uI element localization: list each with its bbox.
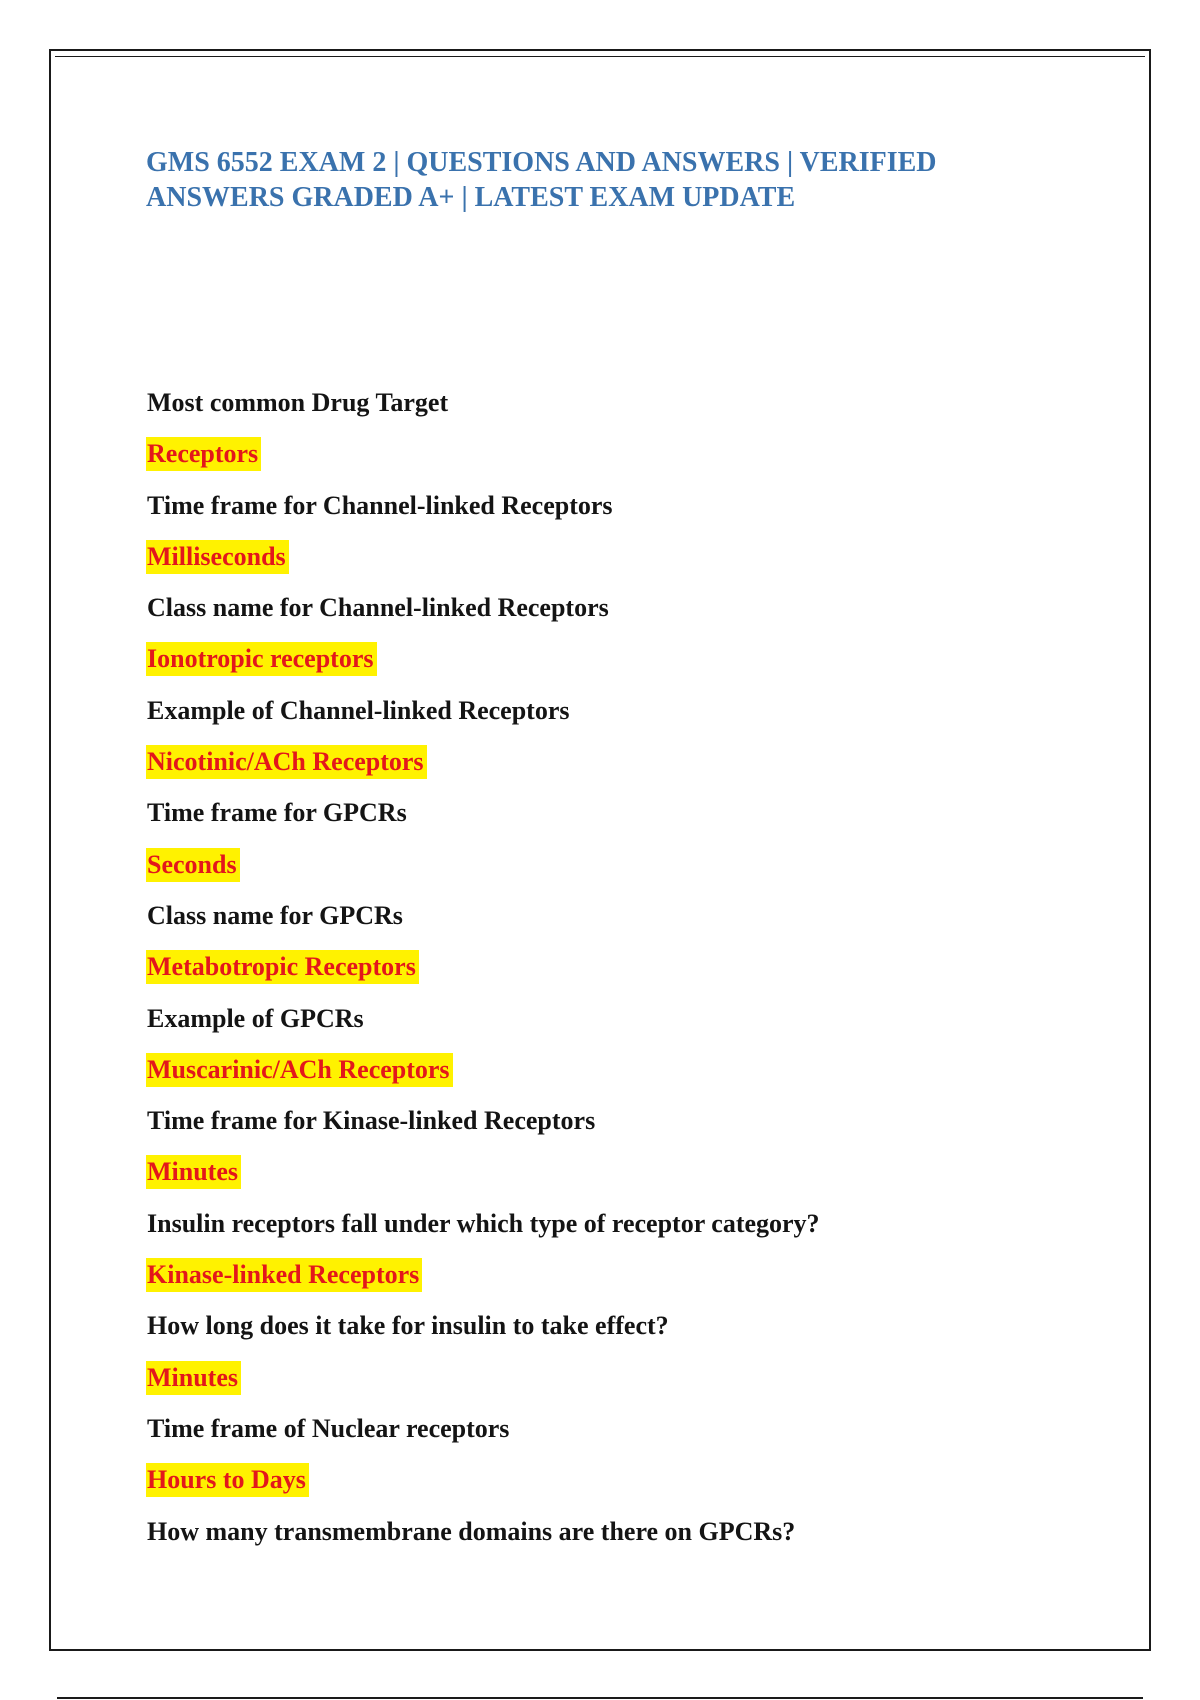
question-11 — [146, 1412, 1096, 1463]
answer-9 — [146, 1258, 1096, 1309]
question-10 — [146, 1309, 1096, 1360]
question-5 — [146, 796, 1096, 847]
question-9-text: Insulin receptors fall under which type of receptor category? — [147, 1208, 820, 1238]
answer-9-text: Kinase-linked Receptors — [146, 1258, 422, 1292]
answer-3 — [146, 642, 1096, 693]
answer-5-text: Seconds — [146, 848, 240, 882]
question-2-text: Time frame for Channel-linked Receptors — [147, 490, 613, 520]
question-8 — [146, 1104, 1096, 1155]
answer-8 — [146, 1155, 1096, 1206]
question-9 — [146, 1207, 1096, 1258]
answer-1-text: Receptors — [146, 437, 261, 471]
question-12-text: How many transmembrane domains are there on GPCRs? — [147, 1516, 796, 1546]
page-frame-inner-rule — [55, 56, 1145, 57]
question-12 — [146, 1515, 1096, 1566]
question-1 — [146, 386, 1096, 437]
document-title — [146, 145, 1046, 215]
answer-10-text: Minutes — [146, 1361, 241, 1395]
answer-3-text: Ionotropic receptors — [146, 642, 377, 676]
answer-4-text: Nicotinic/ACh Receptors — [146, 745, 427, 779]
answer-6-text: Metabotropic Receptors — [146, 950, 419, 984]
qa-list — [146, 386, 1096, 1566]
answer-5 — [146, 848, 1096, 899]
question-2 — [146, 489, 1096, 540]
answer-7 — [146, 1053, 1096, 1104]
answer-6 — [146, 950, 1096, 1001]
answer-11 — [146, 1463, 1096, 1514]
question-4 — [146, 694, 1096, 745]
question-7-text: Example of GPCRs — [147, 1003, 364, 1033]
answer-8-text: Minutes — [146, 1155, 241, 1189]
answer-7-text: Muscarinic/ACh Receptors — [146, 1053, 453, 1087]
question-6-text: Class name for GPCRs — [147, 900, 403, 930]
answer-10 — [146, 1361, 1096, 1412]
page-bottom-rule — [57, 1697, 1143, 1699]
question-3 — [146, 591, 1096, 642]
answer-11-text: Hours to Days — [146, 1463, 309, 1497]
answer-2-text: Milliseconds — [146, 540, 289, 574]
question-10-text: How long does it take for insulin to take effect? — [147, 1311, 669, 1341]
question-5-text: Time frame for GPCRs — [147, 798, 407, 828]
question-11-text: Time frame of Nuclear receptors — [147, 1413, 510, 1443]
question-1-text: Most common Drug Target — [147, 388, 449, 417]
answer-2 — [146, 540, 1096, 591]
question-7 — [146, 1002, 1096, 1053]
answer-4 — [146, 745, 1096, 796]
answer-1 — [146, 437, 1096, 488]
question-4-text: Example of Channel-linked Receptors — [147, 695, 570, 725]
question-8-text: Time frame for Kinase-linked Receptors — [147, 1106, 596, 1136]
question-6 — [146, 899, 1096, 950]
document-title-line-1: GMS 6552 EXAM 2 | QUESTIONS AND ANSWERS | VERIFIED — [146, 147, 937, 178]
document-title-line-2: ANSWERS GRADED A+ | LATEST EXAM UPDATE — [146, 182, 796, 213]
question-3-text: Class name for Channel-linked Receptors — [147, 593, 609, 623]
